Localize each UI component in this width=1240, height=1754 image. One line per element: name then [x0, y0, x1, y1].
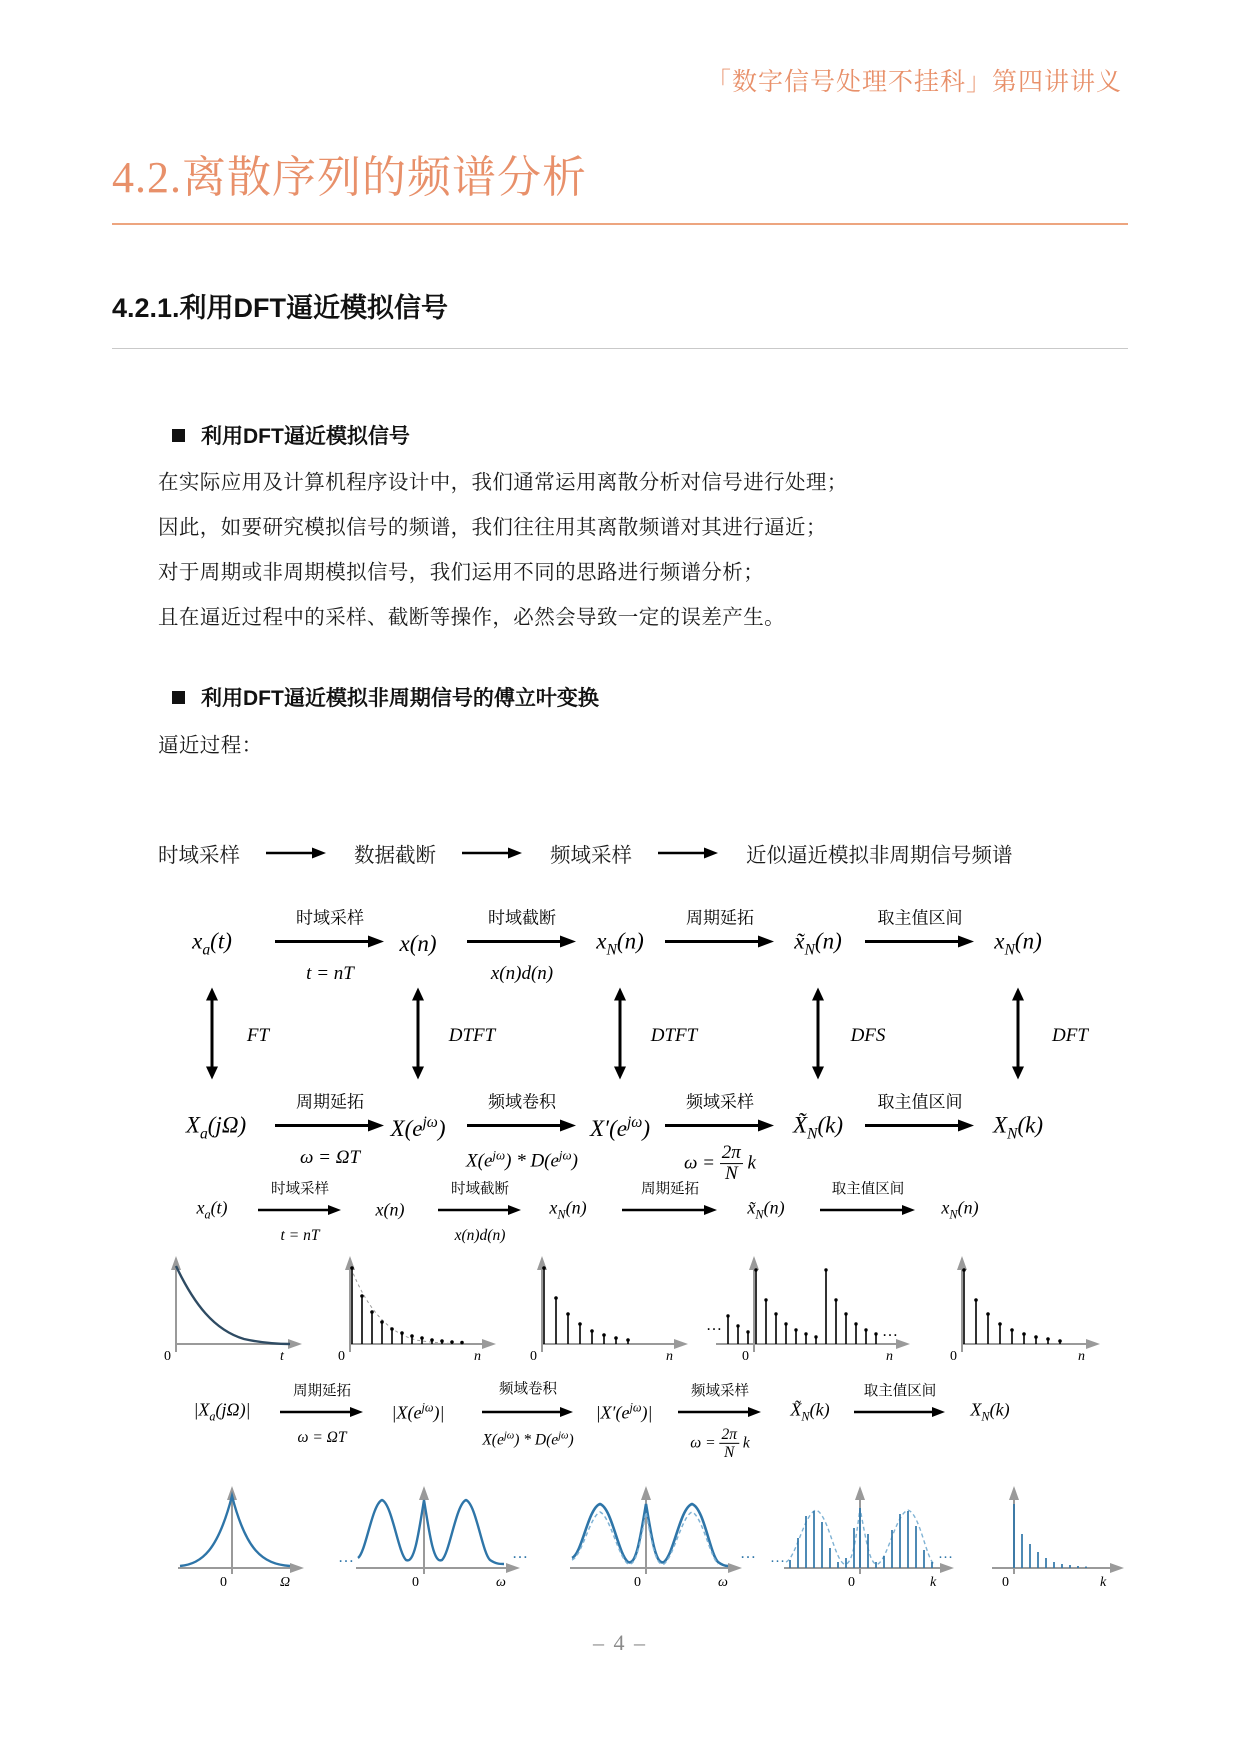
flow-step-2: 数据截断 — [354, 844, 436, 867]
arrow-label-above-3: 周期延拓 — [686, 908, 754, 928]
svg-text:0: 0 — [530, 1349, 537, 1364]
square-bullet-icon — [172, 429, 185, 442]
svg-text:0: 0 — [634, 1575, 641, 1590]
arrow-right-icon — [467, 1119, 577, 1138]
vertical-label-ft: FT — [246, 1025, 270, 1046]
arrow-right-icon — [665, 935, 775, 954]
arrow-label-below-1: t = nT — [306, 963, 354, 984]
svg-text:n: n — [666, 1349, 673, 1364]
svg-text:k: k — [1100, 1575, 1107, 1590]
svg-text:…: … — [740, 1545, 756, 1562]
svg-text:…: … — [512, 1545, 528, 1562]
vertical-label-dtft-1: DTFT — [448, 1025, 496, 1046]
plot-arrow-label-1: 时域采样 — [271, 1181, 329, 1198]
body-line-2: 因此，如要研究模拟信号的频谱，我们往往用其离散频谱对其进行逼近； — [158, 516, 827, 539]
arrow-label-above-8: 取主值区间 — [877, 1092, 963, 1112]
node-xa-t: $x_a(t)$ — [192, 928, 232, 959]
plot-label-xNtilde-n: $x̃_N(n)$ — [747, 1197, 785, 1222]
double-arrow-icon — [1011, 988, 1025, 1085]
plot-panel-xN-n — [520, 1244, 700, 1364]
square-bullet-icon — [172, 691, 185, 704]
flow-arrow-icon — [266, 846, 328, 860]
svg-text:t: t — [280, 1349, 284, 1364]
svg-text:…: … — [338, 1549, 354, 1566]
plot-label-xN-n-2: $x_N(n)$ — [941, 1197, 979, 1222]
plot-panel-xa-t — [154, 1244, 314, 1364]
title-block — [112, 152, 1128, 225]
plot-panel-X-ejw — [336, 1478, 536, 1588]
plot-label-xN-n: $x_N(n)$ — [549, 1197, 587, 1222]
svg-text:0: 0 — [848, 1575, 855, 1590]
bullet-heading-1 — [172, 420, 410, 450]
svg-text:0: 0 — [412, 1575, 419, 1590]
arrow-label-below-6: $X(e^{j\omega}) * D(e^{j\omega})$ — [466, 1147, 578, 1172]
arrow-label-below-2: x(n)d(n) — [490, 963, 554, 984]
body-line-4: 且在逼近过程中的采样、截断等操作，必然会导致一定的误差产生。 — [158, 606, 785, 629]
arrow-right-icon — [438, 1203, 522, 1221]
vertical-label-dtft-2: DTFT — [650, 1025, 698, 1046]
arrow-label-above-6: 频域卷积 — [488, 1092, 556, 1112]
arrow-right-icon — [280, 1405, 364, 1423]
svg-text:0: 0 — [220, 1575, 227, 1590]
plot-arrow-label-4: 取主值区间 — [831, 1181, 905, 1198]
plot-panel-XN-k — [978, 1478, 1138, 1588]
plot-panel-xN-n-principal — [940, 1244, 1110, 1364]
arrow-right-icon — [622, 1203, 718, 1221]
plot-label-x-n: x(n) — [375, 1199, 405, 1220]
page-title: 4.2.离散序列的频谱分析 — [112, 153, 587, 202]
node-xN-n: $x_N(n)$ — [596, 928, 644, 959]
arrow-label-above-7: 频域采样 — [686, 1092, 754, 1112]
plot2-arrow-label-1: 周期延拓 — [293, 1383, 351, 1400]
bullet-heading-2 — [172, 682, 599, 712]
plot2-arrow-sub-3: ω = $\frac{2\pi}{N}$ k — [690, 1425, 750, 1462]
svg-text:0: 0 — [950, 1349, 957, 1364]
arrow-right-icon — [665, 1119, 775, 1138]
double-arrow-icon — [811, 988, 825, 1085]
svg-text:0: 0 — [338, 1349, 345, 1364]
flow-step-1: 时域采样 — [158, 844, 240, 867]
svg-text:0: 0 — [164, 1349, 171, 1364]
double-arrow-icon — [613, 988, 627, 1085]
subsection-block — [112, 292, 1128, 349]
arrow-right-icon — [467, 935, 577, 954]
svg-text:…: … — [706, 1317, 722, 1334]
arrow-right-icon — [865, 935, 975, 954]
arrow-right-icon — [482, 1405, 574, 1423]
svg-text:n: n — [474, 1349, 481, 1364]
subsection-divider — [112, 348, 1128, 349]
svg-text:k: k — [930, 1575, 937, 1590]
plot-label-Xa-jOmega: $|X_a(j\Omega)|$ — [193, 1399, 251, 1424]
svg-text:ω: ω — [496, 1575, 506, 1590]
plot-label-xa-t: $x_a(t)$ — [196, 1197, 228, 1222]
arrow-label-above-1: 时域采样 — [296, 908, 364, 928]
plot-label-XNtilde-k: $X̃_N(k)$ — [790, 1399, 830, 1424]
arrow-label-below-5: ω = ΩT — [299, 1147, 361, 1168]
plot-label-XN-k: $X_N(k)$ — [970, 1399, 1010, 1424]
flow-step-4: 近似逼近模拟非周期信号频谱 — [746, 844, 1013, 867]
svg-text:n: n — [1078, 1349, 1085, 1364]
arrow-label-above-2: 时域截断 — [488, 908, 556, 928]
subsection-title: 4.2.1.利用DFT逼近模拟信号 — [112, 293, 449, 323]
vertical-label-dft: DFT — [1052, 1025, 1088, 1046]
body-line-5: 逼近过程： — [158, 734, 263, 757]
svg-text:ω: ω — [718, 1575, 728, 1590]
title-divider — [112, 223, 1128, 225]
node-x-n: x(n) — [399, 931, 437, 956]
plot2-arrow-label-2: 频域卷积 — [499, 1381, 557, 1398]
frequency-domain-plot-row — [150, 1381, 1107, 1650]
plot2-arrow-sub-1: ω = ΩT — [297, 1429, 347, 1446]
arrow-right-icon — [820, 1203, 916, 1221]
double-arrow-icon — [411, 988, 425, 1085]
arrow-right-icon — [865, 1119, 975, 1138]
plot-panel-xNtilde-n — [706, 1244, 916, 1364]
arrow-right-icon — [258, 1203, 342, 1221]
bullet-heading-1-label: 利用DFT逼近模拟信号 — [201, 425, 410, 448]
node-Xprime-ejw: $X'(e^{j\omega})$ — [590, 1114, 650, 1141]
arrow-right-icon — [854, 1405, 946, 1423]
plot-arrow-sub-2: x(n)d(n) — [454, 1227, 506, 1244]
arrow-label-above-4: 取主值区间 — [877, 908, 963, 928]
node-X-ejw: $X(e^{j\omega})$ — [390, 1114, 446, 1141]
plot-panel-Xprime-ejw — [550, 1478, 760, 1588]
flow-arrow-icon — [462, 846, 524, 860]
svg-text:Ω: Ω — [280, 1575, 291, 1590]
svg-text:0: 0 — [1002, 1575, 1009, 1590]
arrow-label-below-7: ω = $\frac{2\pi}{N}$ k — [684, 1142, 756, 1185]
body-line-3: 对于周期或非周期模拟信号，我们运用不同的思路进行频谱分析； — [158, 561, 765, 584]
node-XN-k: $X_N(k)$ — [992, 1112, 1044, 1143]
plot2-arrow-label-3: 频域采样 — [691, 1383, 749, 1400]
plot-label-X-ejw: $|X(e^{j\omega})|$ — [391, 1400, 445, 1423]
svg-text:n: n — [886, 1349, 893, 1364]
double-arrow-icon — [205, 988, 219, 1085]
node-XNtilde-k: $X̃_N(k)$ — [792, 1112, 844, 1143]
svg-text:0: 0 — [742, 1349, 749, 1364]
node-xNtilde-n: $x̃_N(n)$ — [794, 928, 842, 959]
plot-panel-Xa-jOmega — [168, 1478, 318, 1588]
plot2-arrow-label-4: 取主值区间 — [863, 1383, 937, 1400]
plot2-arrow-sub-2: $X(e^{j\omega}) * D(e^{j\omega})$ — [482, 1430, 574, 1449]
plot-panel-XNtilde-k — [770, 1478, 970, 1588]
svg-text:…: … — [770, 1550, 785, 1566]
node-xN-n-2: $x_N(n)$ — [994, 928, 1042, 959]
body-line-1: 在实际应用及计算机程序设计中，我们通常运用离散分析对信号进行处理； — [158, 471, 848, 494]
transform-diagram — [150, 886, 1100, 1185]
plot-arrow-label-2: 时域截断 — [451, 1181, 509, 1198]
arrow-right-icon — [275, 1119, 385, 1138]
svg-text:…: … — [882, 1323, 898, 1340]
arrow-label-above-5: 周期延拓 — [296, 1092, 364, 1112]
process-flow — [158, 838, 1013, 868]
plot-panel-x-n — [328, 1244, 508, 1364]
vertical-label-dfs: DFS — [850, 1025, 886, 1046]
arrow-right-icon — [678, 1405, 762, 1423]
page-number: – 4 – — [593, 1630, 647, 1655]
bullet-heading-2-label: 利用DFT逼近模拟非周期信号的傅立叶变换 — [201, 687, 599, 710]
arrow-right-icon — [275, 935, 385, 954]
flow-step-3: 频域采样 — [550, 844, 632, 867]
flow-arrow-icon — [658, 846, 720, 860]
node-Xa-jOmega: $X_a(j\Omega)$ — [185, 1112, 247, 1143]
plot-arrow-label-3: 周期延拓 — [641, 1181, 699, 1198]
plot-arrow-sub-1: t = nT — [280, 1227, 320, 1244]
plot-label-Xprime-ejw: $|X'(e^{j\omega})|$ — [595, 1400, 653, 1423]
svg-text:…: … — [938, 1546, 953, 1562]
running-header: 「数字信号处理不挂科」第四讲讲义 — [705, 69, 1122, 96]
